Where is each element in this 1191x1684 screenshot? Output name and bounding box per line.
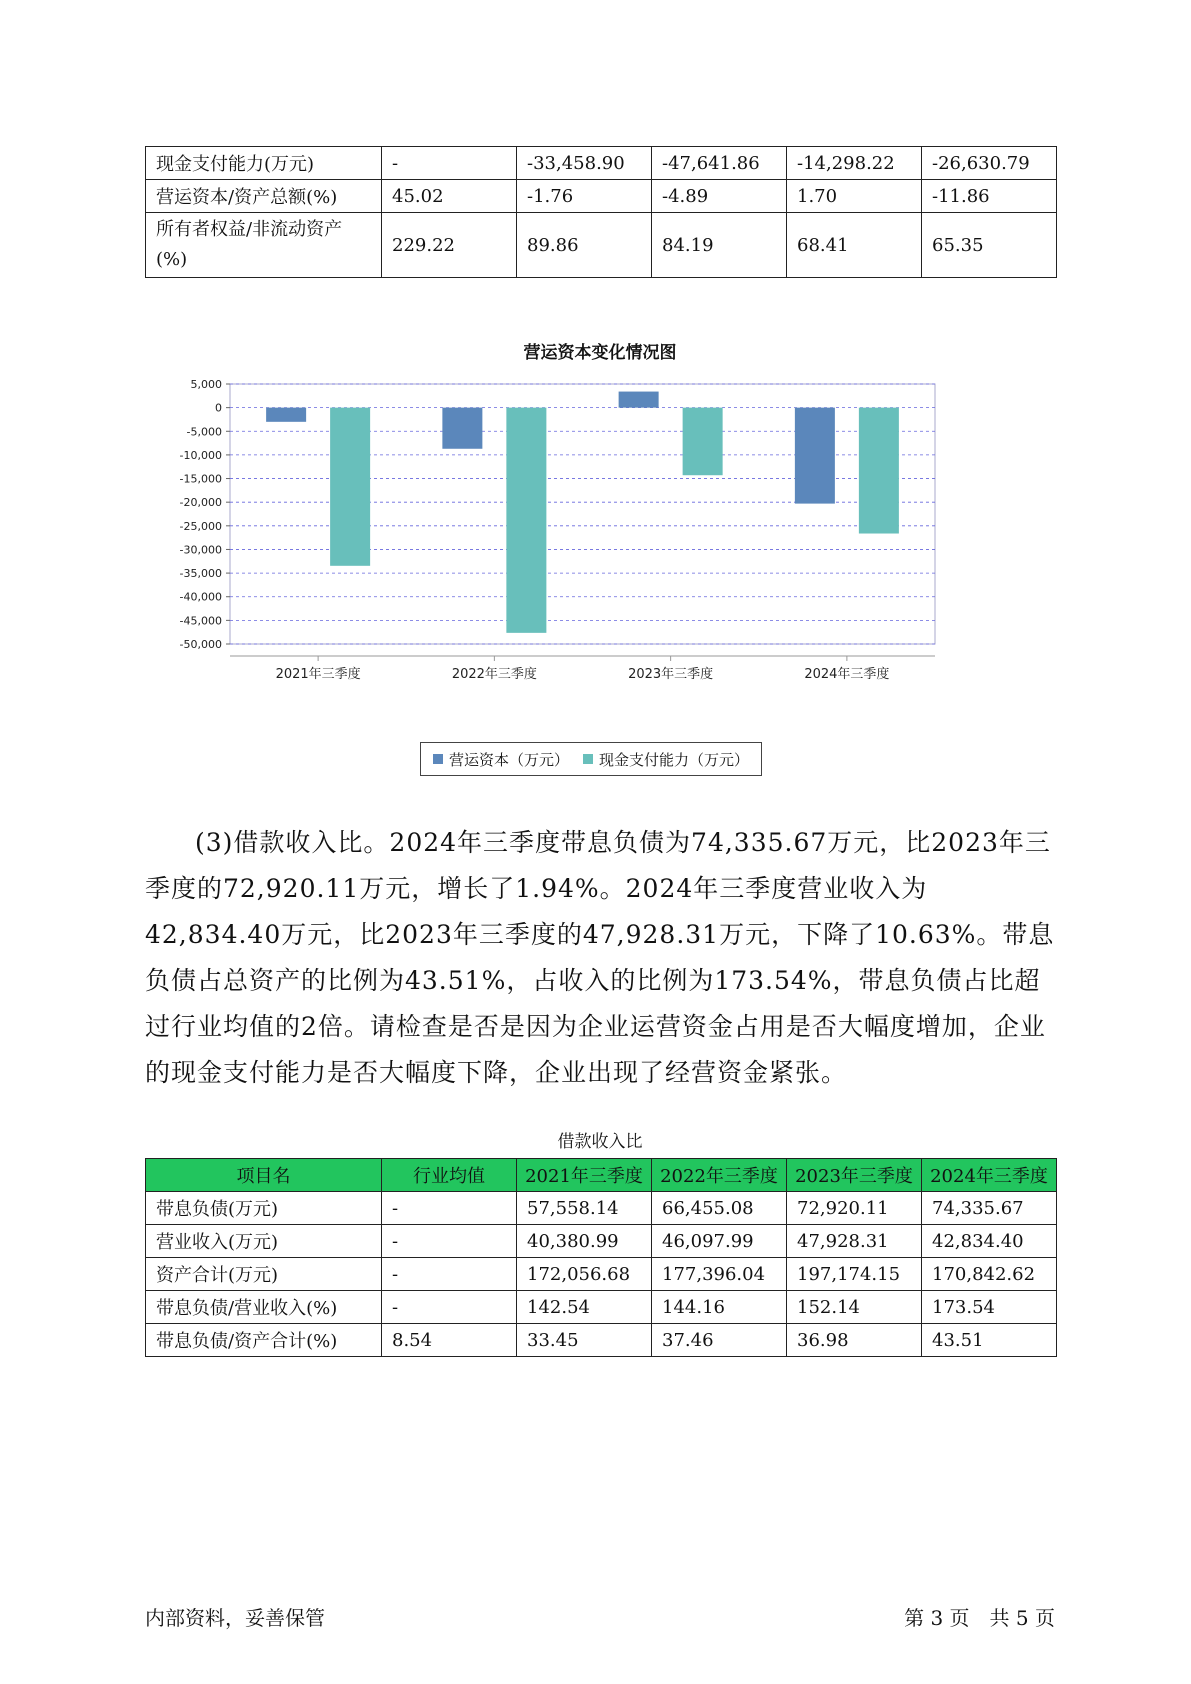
table-cell: 资产合计(万元) [146, 1258, 382, 1291]
bar [330, 408, 370, 566]
table-row [146, 1291, 1057, 1324]
column-header: 2023年三季度 [787, 1159, 922, 1192]
y-tick-label: -40,000 [179, 590, 222, 604]
y-tick-label: -45,000 [179, 614, 222, 628]
chart-title: 营运资本变化情况图 [523, 343, 677, 363]
y-tick-label: -5,000 [186, 425, 222, 439]
table-cell: -11.86 [922, 180, 1057, 213]
column-header: 2022年三季度 [652, 1159, 787, 1192]
legend-swatch [433, 754, 443, 764]
bar-chart [155, 370, 1035, 740]
table-cell: 152.14 [787, 1291, 922, 1324]
column-header: 2024年三季度 [922, 1159, 1057, 1192]
y-tick-label: -25,000 [179, 519, 222, 533]
table-cell: -14,298.22 [787, 147, 922, 180]
table-cell: 173.54 [922, 1291, 1057, 1324]
legend-label: 现金支付能力（万元） [599, 750, 750, 769]
y-tick-label: 5,000 [190, 378, 222, 391]
table-cell: 营运资本/资产总额(%) [146, 180, 382, 213]
table-row [146, 1225, 1057, 1258]
table-cell: -33,458.90 [517, 147, 652, 180]
y-tick-label: 0 [215, 401, 222, 415]
y-tick-label: -30,000 [179, 543, 222, 557]
column-header: 2021年三季度 [517, 1159, 652, 1192]
table-cell: 197,174.15 [787, 1258, 922, 1291]
table-cell: 45.02 [382, 180, 517, 213]
table-cell: 229.22 [382, 213, 517, 278]
analysis-paragraph: (3)借款收入比。2024年三季度带息负债为74,335.67万元，比2023年三季度的72,920.11万元，增长了1.94%。2024年三季度营业收入为42,834.40万元，比2023年三季度的47,928.31万元，下降了10.63%。带息负债占总资产的比例为43.51%，占收入的比例为173.54%，带息负债占比超过行业均值的2倍。请检查是否是因为企业运营资金占用是否大幅度增加，企业的现金支付能力是否大幅度下降，企业出现了经营资金紧张。 [145, 828, 1055, 1087]
table-cell: 37.46 [652, 1324, 787, 1357]
table-cell: 40,380.99 [517, 1225, 652, 1258]
table-cell: 营业收入(万元) [146, 1225, 382, 1258]
column-header: 项目名 [146, 1159, 382, 1192]
legend-item [583, 749, 749, 770]
table-cell: 68.41 [787, 213, 922, 278]
table-row [146, 180, 1057, 213]
table-cell: 带息负债(万元) [146, 1192, 382, 1225]
table-row [146, 1324, 1057, 1357]
table-cell: - [382, 1258, 517, 1291]
y-tick-label: -10,000 [179, 448, 222, 462]
table-cell: 72,920.11 [787, 1192, 922, 1225]
table-cell: 170,842.62 [922, 1258, 1057, 1291]
chart-legend [420, 742, 762, 776]
table-cell: 带息负债/营业收入(%) [146, 1291, 382, 1324]
table-cell: 144.16 [652, 1291, 787, 1324]
table-cell: 57,558.14 [517, 1192, 652, 1225]
table-cell: -1.76 [517, 180, 652, 213]
footer-note: 内部资料，妥善保管 [145, 1606, 325, 1630]
table-cell: 1.70 [787, 180, 922, 213]
bar [795, 408, 835, 504]
table-cell: 33.45 [517, 1324, 652, 1357]
table-cell: 43.51 [922, 1324, 1057, 1357]
table-row [146, 1192, 1057, 1225]
page-number: 第 3 页 共 5 页 [904, 1606, 1055, 1630]
bar [619, 392, 659, 408]
legend-label: 营运资本（万元） [449, 750, 570, 769]
bar [442, 408, 482, 449]
bar [859, 408, 899, 534]
table-row [146, 1258, 1057, 1291]
x-tick-label: 2022年三季度 [451, 667, 537, 682]
ratio-table [145, 146, 1057, 278]
table-cell: -47,641.86 [652, 147, 787, 180]
table-cell: 42,834.40 [922, 1225, 1057, 1258]
table-cell: - [382, 1291, 517, 1324]
legend-swatch [583, 754, 593, 764]
table-cell: 172,056.68 [517, 1258, 652, 1291]
x-tick-label: 2024年三季度 [804, 667, 890, 682]
table-cell: 47,928.31 [787, 1225, 922, 1258]
table-cell: 46,097.99 [652, 1225, 787, 1258]
table-cell: 现金支付能力(万元) [146, 147, 382, 180]
table-cell: 89.86 [517, 213, 652, 278]
x-tick-label: 2021年三季度 [275, 667, 361, 682]
y-tick-label: -15,000 [179, 472, 222, 486]
table-cell: 36.98 [787, 1324, 922, 1357]
bar [506, 408, 546, 633]
table-cell: 177,396.04 [652, 1258, 787, 1291]
y-tick-label: -35,000 [179, 567, 222, 581]
table-header-row [146, 1159, 1057, 1192]
borrowing-income-table [145, 1158, 1057, 1357]
y-tick-label: -50,000 [179, 638, 222, 651]
table-cell: 带息负债/资产合计(%) [146, 1324, 382, 1357]
table-cell: 所有者权益/非流动资产(%) [146, 213, 382, 278]
table-cell: 8.54 [382, 1324, 517, 1357]
table-cell: -26,630.79 [922, 147, 1057, 180]
table-cell: -4.89 [652, 180, 787, 213]
table-cell: 65.35 [922, 213, 1057, 278]
table-cell: 74,335.67 [922, 1192, 1057, 1225]
table-cell: 84.19 [652, 213, 787, 278]
table-cell: - [382, 1192, 517, 1225]
table-cell: 142.54 [517, 1291, 652, 1324]
table-cell: - [382, 1225, 517, 1258]
table-cell: - [382, 147, 517, 180]
table-row [146, 213, 1057, 278]
bar [266, 408, 306, 422]
table-row [146, 147, 1057, 180]
bar [683, 408, 723, 476]
column-header: 行业均值 [382, 1159, 517, 1192]
y-tick-label: -20,000 [179, 496, 222, 510]
legend-item [433, 749, 569, 770]
x-tick-label: 2023年三季度 [628, 667, 714, 682]
table-cell: 66,455.08 [652, 1192, 787, 1225]
table-caption: 借款收入比 [557, 1132, 643, 1152]
